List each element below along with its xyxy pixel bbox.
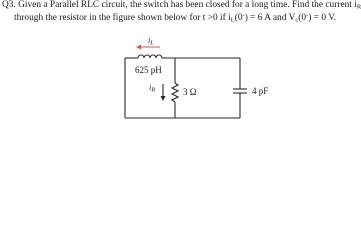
inductor-current-label: $i_L$: [148, 36, 154, 47]
resistor-value-label: 3 Ω: [183, 87, 197, 97]
inductor-value-label: 625 pH: [135, 65, 162, 75]
question-sup-2: -: [306, 12, 309, 19]
resistor-zigzag: [172, 83, 178, 102]
question-text-2a: through the resistor in the figure shown below for t >0 if i: [14, 13, 231, 23]
inductor-coil: [138, 55, 162, 58]
capacitor-value-label: 4 pF: [252, 86, 269, 96]
question-sub-c: c: [295, 16, 299, 24]
resistor-current-arrow: [161, 84, 166, 101]
question-text-2b: (0: [234, 13, 243, 23]
question-text-2d: (0: [298, 13, 307, 23]
question-text-2c: ) = 6 A and V: [244, 13, 296, 23]
resistor-current-label: $i_R$: [149, 83, 156, 94]
question-sup-1: -: [242, 12, 245, 19]
question-sub-l: L: [230, 16, 235, 24]
question-number: Q3.: [2, 0, 16, 10]
question-sub-r: R: [356, 3, 361, 11]
question-text-1: Given a Parallel RLC circuit, the switch has been closed for a long time. Find the current i: [18, 0, 357, 10]
question-text-2e: ) = 0 V.: [308, 13, 337, 23]
